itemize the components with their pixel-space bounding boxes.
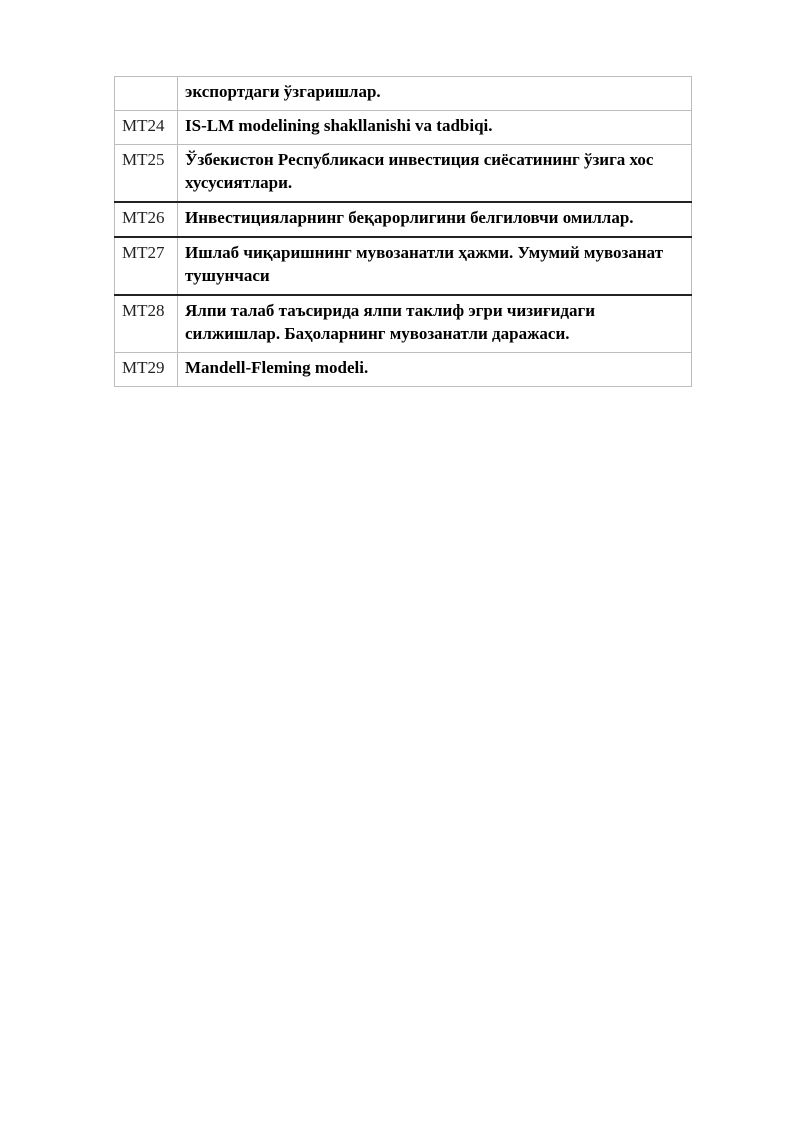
row-code: [115, 77, 178, 111]
row-title: Ишлаб чиқаришнинг мувозанатли ҳажми. Умумий мувозанат тушунчаси: [178, 237, 692, 295]
row-code: MT27: [115, 237, 178, 295]
table-row: [115, 202, 692, 237]
row-title: IS-LM modelining shakllanishi va tadbiqi.: [178, 111, 692, 145]
row-title: Инвестицияларнинг беқарорлигини белгиловчи омиллар.: [178, 202, 692, 237]
row-title: Ўзбекистон Республикаси инвестиция сиёсатининг ўзига хос хусусиятлари.: [178, 145, 692, 203]
row-title: экспортдаги ўзгаришлар.: [178, 77, 692, 111]
row-title: Ялпи талаб таъсирида ялпи таклиф эгри чизиғидаги силжишлар. Баҳоларнинг мувозанатли даражаси.: [178, 295, 692, 353]
row-code: MT29: [115, 353, 178, 387]
table-row: [115, 295, 692, 353]
table-row: [115, 145, 692, 203]
row-code: MT26: [115, 202, 178, 237]
row-code: MT24: [115, 111, 178, 145]
row-code: MT28: [115, 295, 178, 353]
table-row: [115, 353, 692, 387]
row-code: MT25: [115, 145, 178, 203]
row-title: Mandell-Fleming modeli.: [178, 353, 692, 387]
topics-table: [114, 76, 692, 387]
table-row: [115, 77, 692, 111]
table-row: [115, 111, 692, 145]
table-row: [115, 237, 692, 295]
